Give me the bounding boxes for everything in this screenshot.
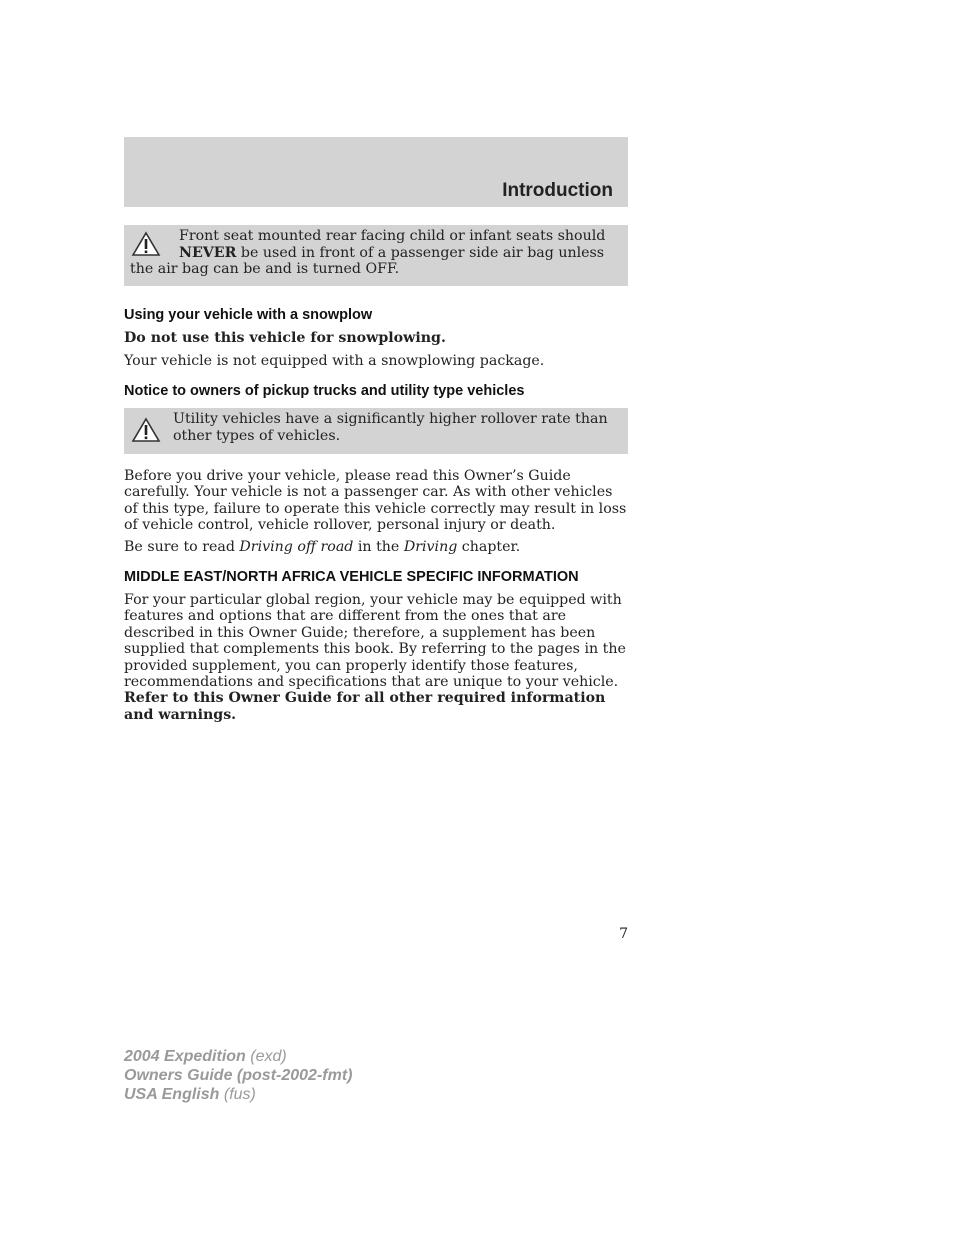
warning-text-rest: be used in front of a passenger side air bag unless the air bag can be and is turned OFF. xyxy=(130,244,605,277)
snowplow-body-text: Your vehicle is not equipped with a snowplowing package. xyxy=(124,353,545,369)
page-number: 7 xyxy=(619,926,628,942)
footer-line-3 xyxy=(124,1085,352,1104)
heading-snowplow: Using your vehicle with a snowplow xyxy=(124,307,373,323)
rollover-body-text: Before you drive your vehicle, please read this Owner’s Guide carefully. Your vehicle is not a passenger car. As with other vehicles of this type, failure to operate this vehicle correctly may result in loss of vehicle control, vehicle rollover, personal injury or death. xyxy=(124,468,627,534)
warning-emphasis: NEVER xyxy=(179,244,237,261)
read-prefix: Be sure to read xyxy=(124,539,240,555)
footer-line-2 xyxy=(124,1066,352,1085)
footer-language: USA English xyxy=(124,1086,220,1103)
warning-triangle-icon xyxy=(131,417,161,443)
warning-box-rollover xyxy=(124,408,628,454)
warning-triangle-icon xyxy=(131,231,161,257)
footer-line-1 xyxy=(124,1047,352,1066)
section-title: Introduction xyxy=(502,180,613,201)
warning-box-child-seat xyxy=(124,225,628,286)
footer-model-code: (exd) xyxy=(245,1048,287,1065)
footer-guide-type: Owners Guide (post-2002-fmt) xyxy=(124,1067,353,1084)
warning-text-line1: Front seat mounted rear facing child or infant seats should xyxy=(179,228,606,244)
section-header-band xyxy=(124,137,628,207)
heading-middle-east: MIDDLE EAST/NORTH AFRICA VEHICLE SPECIFIC INFORMATION xyxy=(124,569,579,585)
driving-off-road-reference: Driving off road xyxy=(239,539,354,555)
footer-model: 2004 Expedition xyxy=(124,1048,246,1065)
read-suffix: chapter. xyxy=(457,539,521,555)
document-footer xyxy=(124,1047,352,1104)
middle-east-bold-text: Refer to this Owner Guide for all other required information and warnings. xyxy=(124,690,606,723)
read-driving-off-road-text xyxy=(124,539,628,555)
warning-text-rollover: Utility vehicles have a significantly higher rollover rate than other types of vehicles. xyxy=(173,411,608,444)
read-mid: in the xyxy=(353,539,404,555)
snowplow-warning-text: Do not use this vehicle for snowplowing. xyxy=(124,330,446,346)
middle-east-text: For your particular global region, your vehicle may be equipped with features and options that are different from the ones that are described in this Owner Guide; therefore, a supplement has been supplied that complements this book. By referring to the pages in the provided supplement, you can properly identify those features, recommendations and specifications that are unique to your vehicle. xyxy=(124,592,626,691)
driving-chapter-reference: Driving xyxy=(403,539,458,555)
heading-pickup-notice: Notice to owners of pickup trucks and utility type vehicles xyxy=(124,383,525,399)
warning-text-child-seat xyxy=(130,228,622,278)
middle-east-body-text xyxy=(124,592,628,723)
footer-language-code: (fus) xyxy=(219,1086,256,1103)
